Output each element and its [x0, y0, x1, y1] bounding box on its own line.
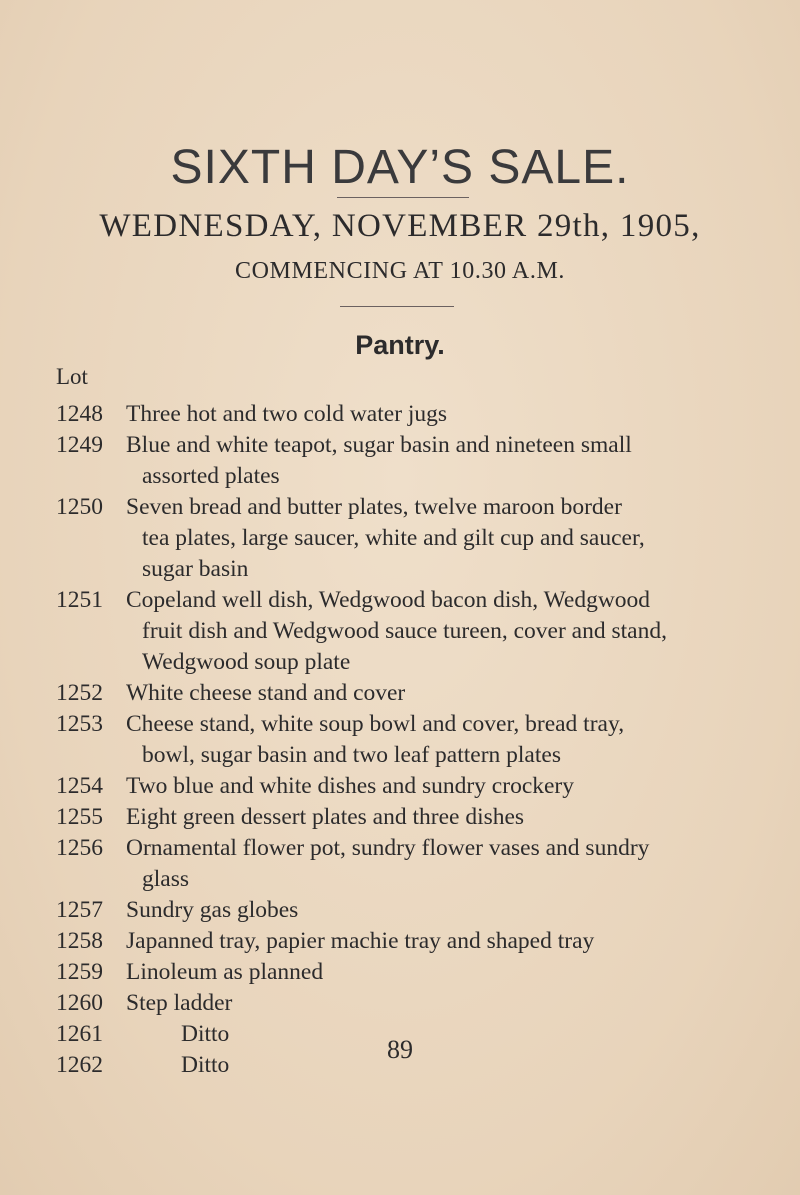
lot-description-line: Step ladder: [126, 990, 233, 1016]
lot-number: 1249: [56, 432, 103, 458]
lot-description: [126, 399, 766, 430]
lot-description-line: Ornamental flower pot, sundry flower vases and sundry: [126, 835, 650, 861]
lot-number: 1253: [56, 711, 103, 737]
page-title: SIXTH DAY’S SALE.: [170, 141, 630, 194]
lot-description-line: Two blue and white dishes and sundry crockery: [126, 773, 575, 799]
lot-item: [56, 833, 766, 895]
lot-item: [56, 926, 766, 957]
lot-description-line: Cheese stand, white soup bowl and cover, bread tray,: [126, 711, 625, 737]
lot-number: 1261: [56, 1021, 103, 1047]
lot-item: [56, 430, 766, 492]
lot-item: [56, 585, 766, 678]
lot-number: 1259: [56, 959, 103, 985]
lot-description-line: White cheese stand and cover: [126, 680, 406, 706]
lot-description-line: Wedgwood soup plate: [142, 649, 351, 675]
lot-number: 1260: [56, 990, 103, 1016]
lot-number: 1251: [56, 587, 103, 613]
title-divider: [337, 197, 469, 198]
lot-description-line: tea plates, large saucer, white and gilt cup and saucer,: [142, 525, 645, 551]
lot-item: [56, 802, 766, 833]
lot-number: 1254: [56, 773, 103, 799]
lot-description-line: bowl, sugar basin and two leaf pattern plates: [142, 742, 561, 768]
lot-item: [56, 492, 766, 585]
lot-description-line: Sundry gas globes: [126, 897, 299, 923]
lot-description-line: sugar basin: [142, 556, 249, 582]
lot-description-line: Ditto: [181, 1052, 230, 1078]
start-time: COMMENCING AT 10.30 A.M.: [235, 258, 565, 284]
lot-description: [126, 585, 766, 678]
lot-list: [56, 399, 766, 1081]
lot-number: 1255: [56, 804, 103, 830]
lot-item: [56, 957, 766, 988]
lot-description-line: Copeland well dish, Wedgwood bacon dish, Wedgwood: [126, 587, 651, 613]
lot-number: 1258: [56, 928, 103, 954]
lot-column-header: Lot: [56, 364, 88, 389]
lot-description-line: glass: [142, 866, 189, 892]
lot-description: [126, 957, 766, 988]
lot-description: [126, 771, 766, 802]
lot-description: [126, 988, 766, 1019]
sale-date: WEDNESDAY, NOVEMBER 29th, 1905,: [99, 208, 701, 244]
lot-description-line: Japanned tray, papier machie tray and shaped tray: [126, 928, 595, 954]
page-number: 89: [387, 1035, 413, 1064]
lot-number: 1256: [56, 835, 103, 861]
lot-description-line: Ditto: [181, 1021, 230, 1047]
lot-item: [56, 678, 766, 709]
lot-description: [126, 492, 766, 585]
lot-description: [126, 678, 766, 709]
lot-number: 1257: [56, 897, 103, 923]
lot-item: [56, 709, 766, 771]
lot-description: [126, 430, 766, 492]
lot-description-line: assorted plates: [142, 463, 280, 489]
lot-description: [126, 895, 766, 926]
lot-description-line: Blue and white teapot, sugar basin and nineteen small: [126, 432, 632, 458]
lot-description: [126, 709, 766, 771]
lot-description: [126, 802, 766, 833]
header-divider: [340, 306, 454, 307]
section-heading: Pantry.: [355, 330, 445, 360]
lot-item: [56, 771, 766, 802]
lot-item: [56, 399, 766, 430]
lot-number: 1248: [56, 401, 103, 427]
lot-description: [126, 926, 766, 957]
lot-description-line: Seven bread and butter plates, twelve maroon border: [126, 494, 622, 520]
lot-description-line: Eight green dessert plates and three dishes: [126, 804, 525, 830]
lot-item: [56, 895, 766, 926]
lot-description: [126, 833, 766, 895]
lot-description-line: fruit dish and Wedgwood sauce tureen, cover and stand,: [142, 618, 667, 644]
lot-description-line: Linoleum as planned: [126, 959, 324, 985]
lot-item: [56, 988, 766, 1019]
lot-number: 1262: [56, 1052, 103, 1078]
lot-number: 1250: [56, 494, 103, 520]
lot-description-line: Three hot and two cold water jugs: [126, 401, 448, 427]
lot-number: 1252: [56, 680, 103, 706]
